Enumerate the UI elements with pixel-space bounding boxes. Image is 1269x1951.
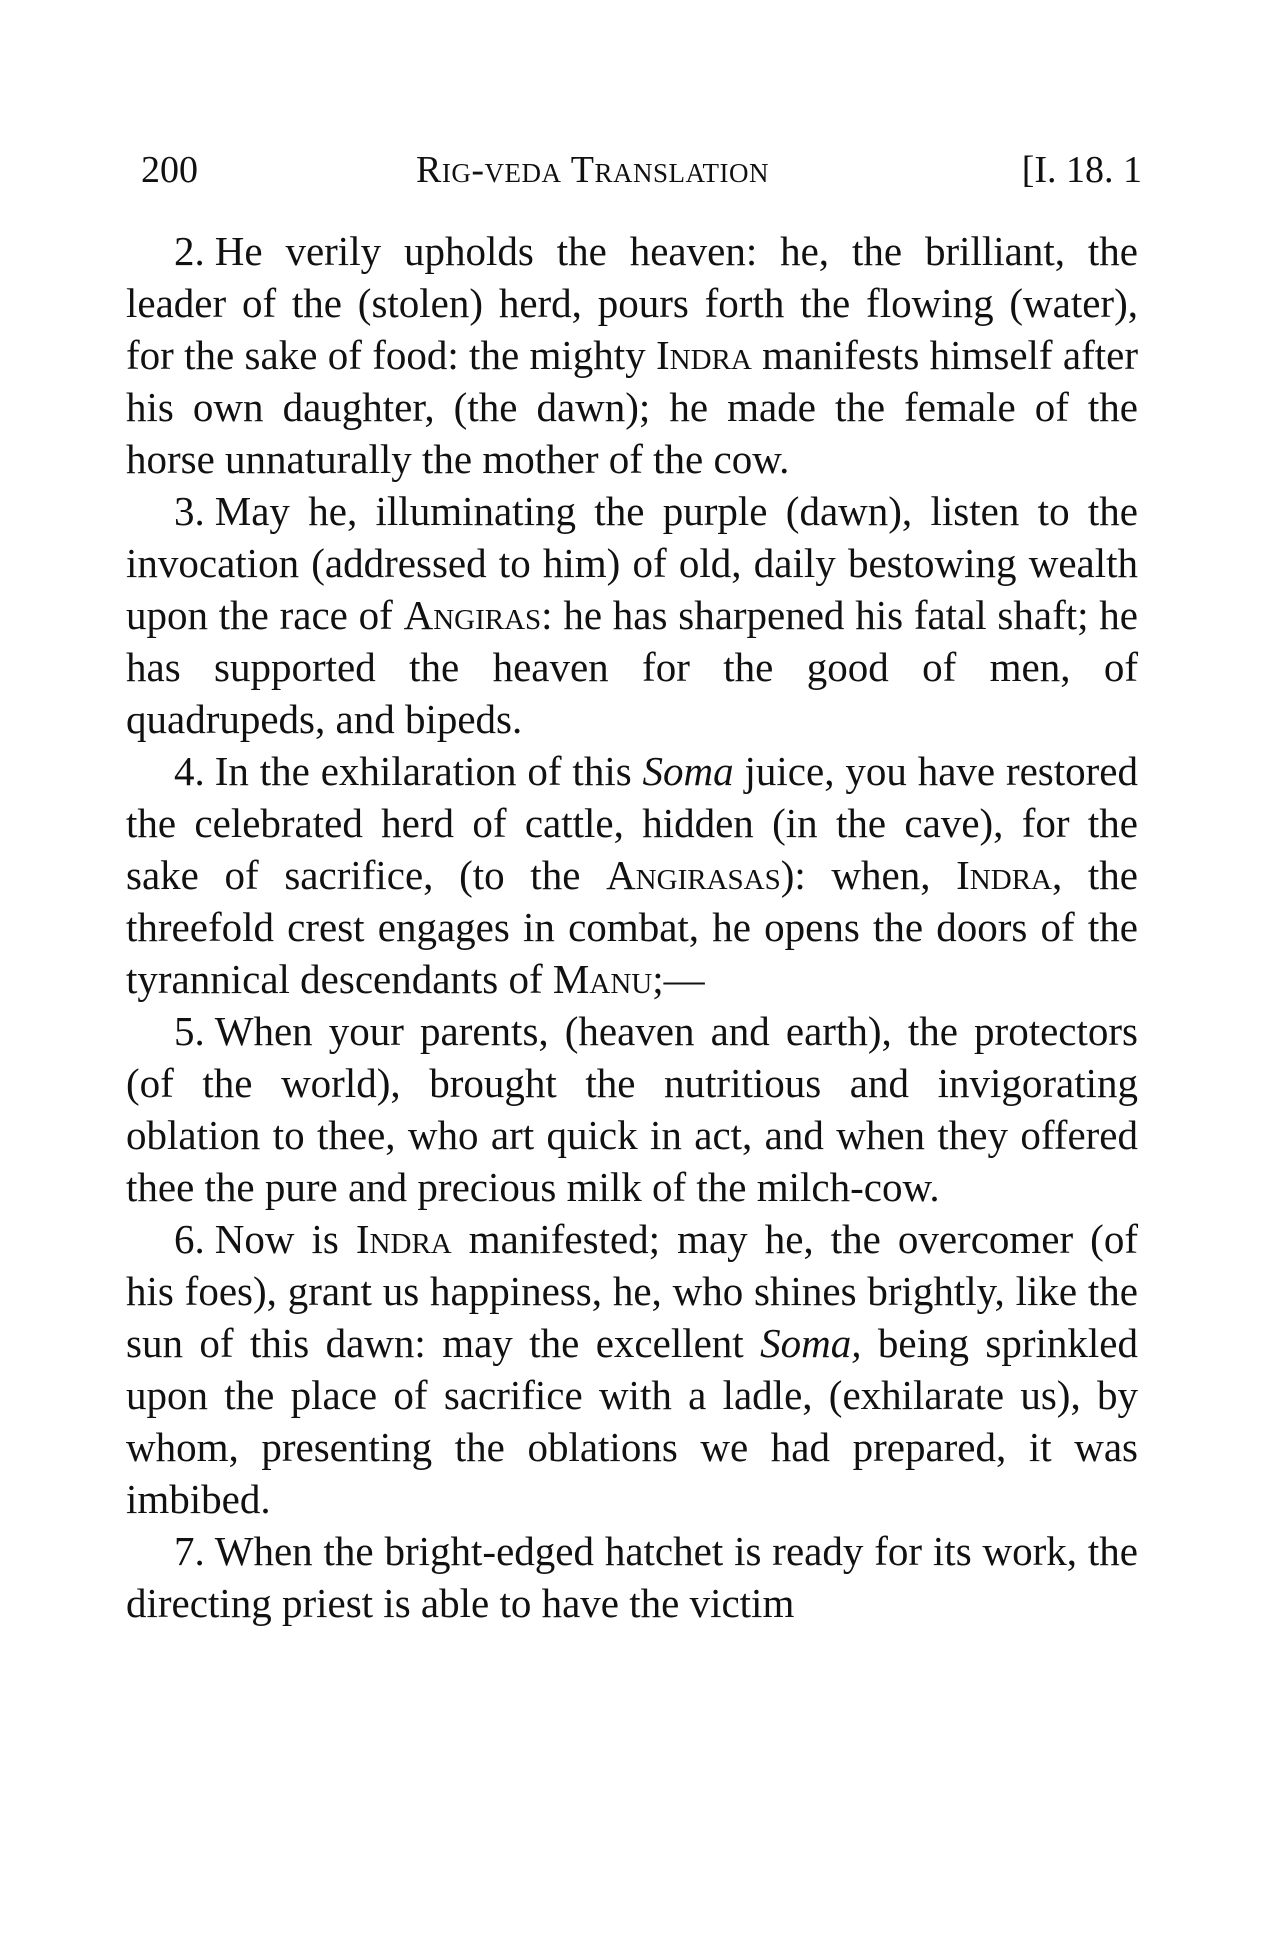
italic-term: Soma, — [760, 1320, 862, 1366]
page-header — [141, 140, 1142, 200]
verse-text: ): when, — [780, 852, 957, 898]
section-reference: [I. 18. 1 — [1021, 149, 1142, 191]
italic-term: Soma — [642, 748, 734, 794]
verse-text: When your parents, (heaven and earth), the protectors (of the world), brought the nutritious and invigorating oblation to thee, who art quick in act, and when they offered thee the pure and precious milk of the milch-cow. — [126, 1008, 1138, 1210]
page-number: 200 — [141, 149, 198, 191]
verse-text: juice, you have restored the celebrated herd of cattle, hidden (in the cave), for the sake of sacrifice, (to the — [126, 748, 1139, 898]
verse-text-block — [126, 225, 1138, 1629]
verse-text: He verily upholds the heaven: he, the brilliant, the leader of the (stolen) herd, pours forth the flowing (water), for the sake of food: the mighty — [126, 228, 1138, 378]
verse-number: 4. — [174, 748, 205, 794]
proper-name: Manu — [552, 956, 653, 1002]
verse-paragraph — [126, 225, 1138, 485]
verse-text: ;— — [652, 956, 705, 1002]
verse-text: , the threefold crest engages in combat, he opens the doors of the tyrannical descendants of — [126, 852, 1138, 1002]
verse-number: 3. — [174, 488, 205, 534]
verse-number: 7. — [174, 1528, 205, 1574]
verse-text: Now is — [214, 1216, 356, 1262]
proper-name: Indra — [655, 332, 752, 378]
verse-number: 5. — [174, 1008, 205, 1054]
verse-paragraph — [126, 485, 1138, 745]
verse-text: May he, illuminating the purple (dawn), listen to the invocation (addressed to him) of old, daily bestowing wealth upon the race of — [126, 488, 1138, 638]
verse-paragraph — [126, 745, 1138, 1005]
verse-number: 2. — [174, 228, 205, 274]
verse-text: manifested; may he, the overcomer (of his foes), grant us happiness, he, who shines brightly, like the sun of this dawn: may the excellent — [126, 1216, 1138, 1366]
proper-name: Indra — [956, 852, 1052, 898]
verse-text: : he has sharpened his fatal shaft; he has supported the heaven for the good of men, of quadrupeds, and bipeds. — [126, 592, 1138, 742]
verse-text: When the bright-edged hatchet is ready for its work, the directing priest is able to have the victim — [126, 1528, 1138, 1626]
proper-name: Indra — [355, 1216, 452, 1262]
proper-name: Angirasas — [606, 852, 781, 898]
verse-number: 6. — [174, 1216, 205, 1262]
verse-text: manifests himself after his own daughter, (the dawn); he made the female of the horse unnaturally the mother of the cow. — [126, 332, 1138, 482]
verse-paragraph — [126, 1213, 1138, 1525]
verse-text: being sprinkled upon the place of sacrifice with a ladle, (exhilarate us), by whom, presenting the oblations we had prepared, it was imbibed. — [126, 1320, 1138, 1522]
verse-paragraph — [126, 1525, 1138, 1629]
running-title: Rig-veda Translation — [416, 149, 770, 191]
verse-paragraph — [126, 1005, 1138, 1213]
proper-name: Angiras — [403, 592, 542, 638]
verse-text: In the exhilaration of this — [214, 748, 643, 794]
